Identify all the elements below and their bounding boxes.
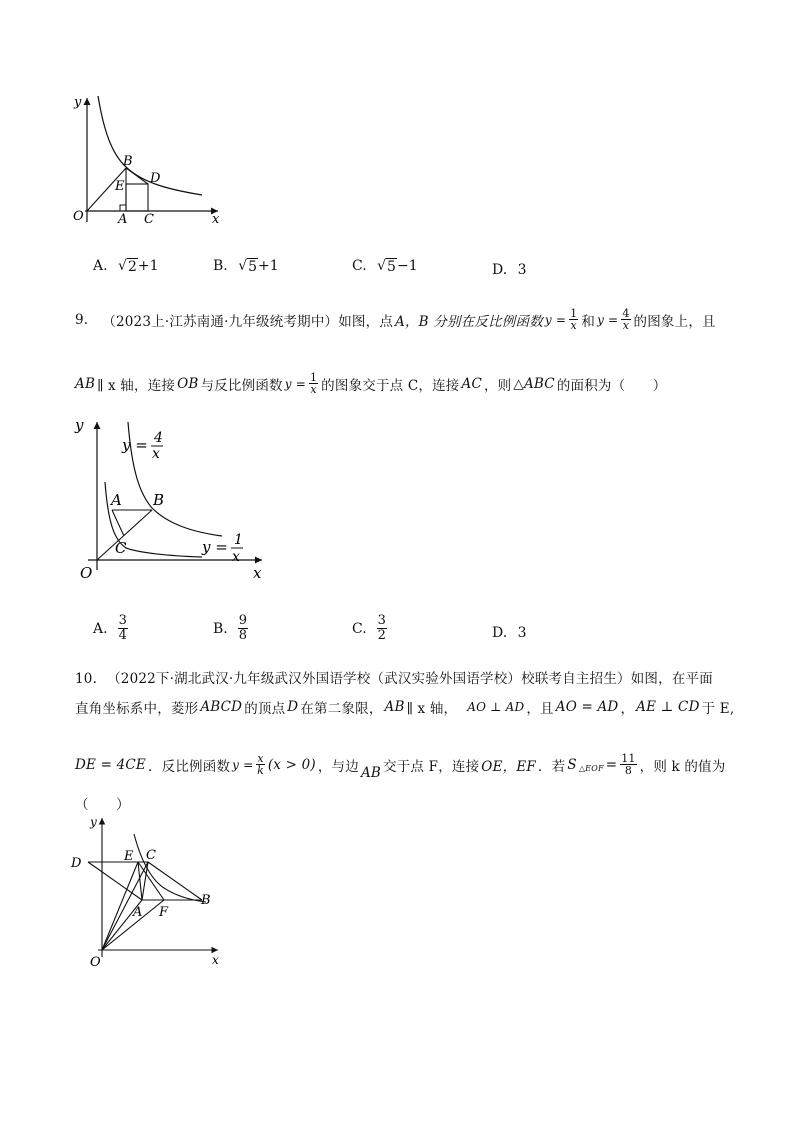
label-b: B — [153, 491, 165, 509]
label-a: A — [118, 212, 128, 227]
label-y: y — [74, 95, 82, 110]
fraction-1-over-x: $\frac{1}{x}$ — [309, 371, 318, 396]
figure-q10 — [68, 812, 228, 972]
label-eq1-lhs: y = — [202, 538, 228, 556]
q10-line2: 直角坐标系中，菱形 ABCD 的顶点 D 在第二象限， AB ∥ x 轴， AO ⊥ AD ，且 AO = AD ， AE ⊥ CD 于 E, — [75, 699, 735, 717]
label-eq4-lhs: y = — [122, 436, 148, 454]
label-eq4-den: x — [152, 446, 160, 462]
label-o: O — [90, 955, 101, 970]
q8-option-c[interactable]: C. √ 5 −1 — [352, 258, 418, 275]
label-x: x — [212, 212, 220, 227]
right-angle-mark — [120, 205, 126, 211]
label-c: C — [146, 848, 156, 863]
sqrt-expr: √ 5 — [377, 258, 396, 275]
label-d: D — [150, 171, 161, 186]
q10-line1: 10. （2022下·湖北武汉·九年级武汉外国语学校（武汉实验外国语学校）校联考自主招生）如图，在平面 — [75, 671, 713, 687]
label-o: O — [80, 564, 93, 582]
q9-option-c[interactable]: C. $\frac{3}{2}$ — [352, 613, 386, 643]
label-y: y — [75, 416, 84, 434]
q9-option-b[interactable]: B. $\frac{9}{8}$ — [213, 613, 248, 643]
label-b: B — [201, 893, 211, 908]
label-x: x — [253, 564, 262, 582]
fraction-x-over-k: $\frac{x}{k}$ — [257, 752, 265, 777]
square-edcf — [126, 184, 148, 211]
segment-da — [88, 862, 142, 900]
fraction: $\frac{3}{2}$ — [377, 613, 386, 643]
q10-line4: （ ） — [75, 797, 130, 813]
q9-line1: 9. （2023上·江苏南通·九年级统考期中）如图，点 A，B 分别在反比例函数 y = $\frac{1}{x}$ 和 y = $\frac{4}{x}$ 的图象上，且 — [75, 307, 716, 332]
fraction-4-over-x: $\frac{4}{x}$ — [622, 307, 630, 332]
fraction: $\frac{3}{4}$ — [118, 613, 127, 643]
q8-option-d[interactable]: D. 3 — [492, 262, 527, 278]
label-b: B — [123, 154, 133, 169]
label-a: A — [133, 905, 143, 920]
q9-option-d[interactable]: D. 3 — [492, 625, 527, 641]
segment-bd — [126, 168, 148, 184]
sqrt-expr: √ 5 — [238, 258, 258, 275]
label-x: x — [212, 953, 219, 967]
label-a: A — [111, 491, 122, 509]
figure-q8 — [60, 92, 240, 228]
label-c: C — [115, 539, 127, 557]
fraction: $\frac{9}{8}$ — [238, 613, 248, 643]
label-c: C — [144, 212, 154, 227]
label-o: O — [73, 209, 84, 224]
label-y: y — [90, 815, 97, 829]
label-f: F — [159, 905, 169, 920]
fraction-11-over-8: $\frac{11}{8}$ — [621, 752, 636, 777]
label-eq1-den: x — [232, 549, 240, 565]
fraction-1-over-x: $\frac{1}{x}$ — [570, 307, 578, 332]
figure-q9 — [62, 412, 280, 584]
label-e: E — [124, 849, 134, 864]
label-e: E — [115, 179, 125, 194]
q8-option-a[interactable]: A. √ 2 +1 — [93, 258, 159, 275]
q8-option-b[interactable]: B. √ 5 +1 — [213, 258, 279, 275]
q10-line3: DE = 4CE ．反比例函数 y = $\frac{x}{k}$ (x > 0) ，与边 AB 交于点 F，连接 OE，EF ．若 S △EOF = $\frac{11}{8}$ ，则 k 的值为 — [75, 752, 726, 781]
label-eq1-num: 1 — [234, 532, 243, 548]
label-d: D — [71, 856, 82, 871]
sqrt-expr: √ 2 — [118, 258, 137, 275]
q9-option-a[interactable]: A. $\frac{3}{4}$ — [93, 613, 127, 643]
q9-line2: AB ∥ x 轴，连接 OB 与反比例函数 y = $\frac{1}{x}$ 的图象交于点 C，连接 AC ，则 △ABC 的面积为（ ） — [75, 371, 667, 396]
label-eq4-num: 4 — [154, 430, 163, 446]
